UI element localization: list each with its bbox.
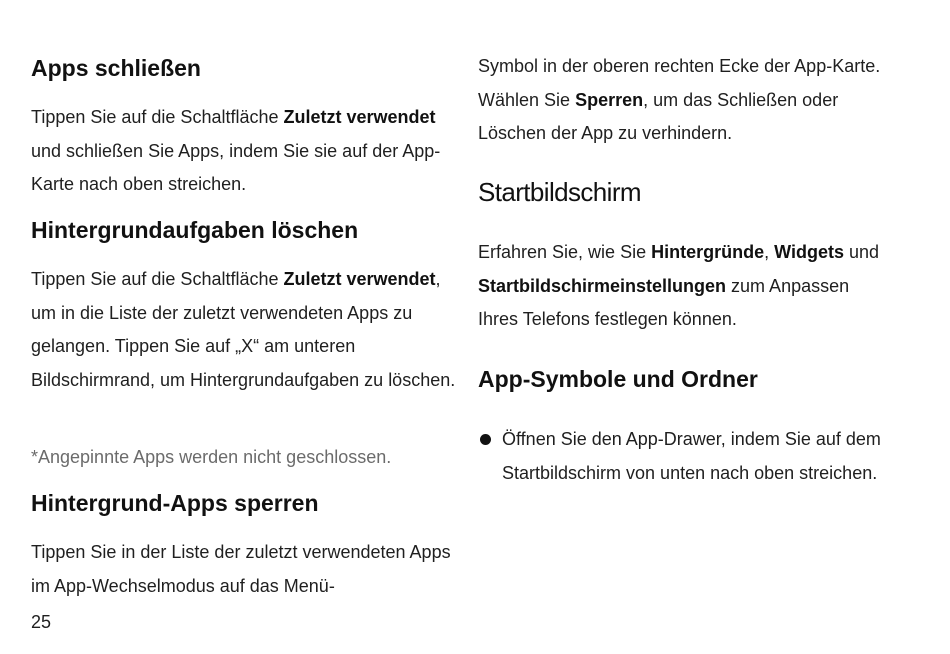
text-segment: , <box>764 242 775 262</box>
paragraph-apps-schliessen <box>31 101 451 202</box>
section-heading-hintergrund-apps-sperren: Hintergrund-Apps sperren <box>31 490 319 516</box>
text-segment: und <box>843 242 880 262</box>
bold-term-zuletzt-verwendet: Zuletzt verwendet <box>283 269 436 289</box>
text-segment: Symbol in der oberen rechten Ecke der App-Karte. Wählen Sie <box>478 56 881 110</box>
bold-term-sperren: Sperren <box>575 89 644 110</box>
paragraph-continuation-sperren <box>478 50 888 151</box>
section-heading-app-symbole-und-ordner: App-Symbole und Ordner <box>478 366 758 392</box>
text-segment: Tippen Sie auf die Schaltfläche <box>31 269 284 289</box>
chapter-heading-startbildschirm: Startbildschirm <box>478 177 641 207</box>
text-segment: zum Anpassen Ihres Telefons festlegen können. <box>478 275 850 329</box>
text-segment: , um das Schließen oder Löschen der App zu verhindern. <box>478 89 839 143</box>
text-segment: Tippen Sie auf die Schaltfläche <box>31 107 284 127</box>
text-segment: , um in die Liste der zuletzt verwendeten Apps zu gelangen. Tippen Sie auf „X“ am unteren Bildschirmrand, um Hintergrundaufgaben zu löschen. <box>31 269 456 390</box>
paragraph-startbildschirm <box>478 236 888 337</box>
bold-term-zuletzt-verwendet: Zuletzt verwendet <box>283 107 436 127</box>
paragraph-hintergrundaufgaben <box>31 263 459 397</box>
text-segment: und schließen Sie Apps, indem Sie sie auf der App-Karte nach oben streichen. <box>31 140 441 194</box>
section-heading-apps-schliessen: Apps schließen <box>31 55 201 81</box>
paragraph-hintergrund-apps-sperren: Tippen Sie in der Liste der zuletzt verwendeten Apps im App-Wechselmodus auf das Menü- <box>31 542 451 596</box>
text-segment: Erfahren Sie, wie Sie <box>478 242 652 262</box>
bold-term-startbildschirmeinstellungen: Startbildschirmeinstellungen <box>478 275 727 296</box>
bold-term-hintergruende: Hintergründe <box>651 242 765 262</box>
bullet-dot-icon <box>480 434 491 445</box>
note-angepinnte-apps: *Angepinnte Apps werden nicht geschlossen. <box>31 447 392 467</box>
bullet-item-app-drawer: Öffnen Sie den App-Drawer, indem Sie auf dem Startbildschirm von unten nach oben streichen. <box>502 429 881 483</box>
section-heading-hintergrundaufgaben: Hintergrundaufgaben löschen <box>31 217 359 243</box>
bold-term-widgets: Widgets <box>774 242 844 262</box>
page-number: 25 <box>31 612 52 632</box>
